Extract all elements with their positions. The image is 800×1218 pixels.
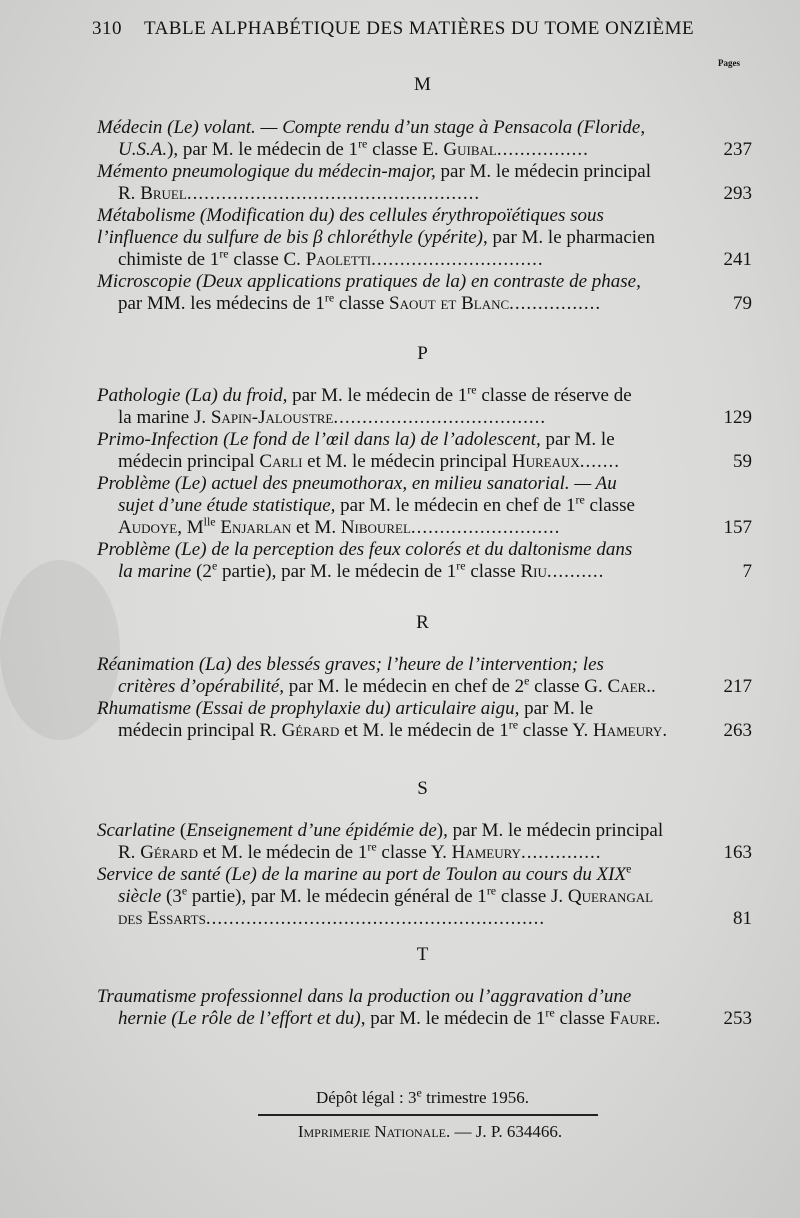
entry-line: [97, 820, 752, 842]
entry-line: [97, 451, 752, 473]
entry-text-fragment: Riu: [520, 561, 547, 582]
entry-line: [97, 271, 752, 293]
entry-text-fragment: Hureaux: [511, 451, 580, 472]
entry-line: [97, 1005, 752, 1030]
entry-text-fragment: Primo-Infection (Le fond de l’œil dans la) de l’adolescent,: [97, 429, 541, 450]
page-ref: 253: [723, 1008, 752, 1029]
index-entry: [97, 117, 752, 161]
entry-text-fragment: classe Y.: [376, 842, 452, 863]
entry-text-fragment: hernie (Le rôle de l’effort et du): [118, 1008, 361, 1029]
entry-text-fragment: classe de réserve de: [476, 385, 632, 406]
entry-text-fragment: et M. le médecin de 1: [197, 842, 368, 863]
entry-text-fragment: Hameury: [592, 720, 663, 741]
entry-text-fragment: par M. le médecin en chef de 2: [284, 676, 525, 697]
footer-rule: [258, 1114, 598, 1116]
entry-text-fragment: .: [655, 1008, 661, 1029]
page-ref: 129: [723, 407, 752, 428]
index-entry: [97, 429, 752, 473]
entry-line: [97, 136, 752, 161]
entry-text-fragment: .......: [579, 451, 621, 472]
page-ref: 217: [723, 676, 752, 697]
entry-text-fragment: classe C.: [228, 249, 306, 270]
section-letter-m: M: [414, 74, 431, 95]
entry-line: [97, 227, 752, 249]
entry-text-fragment: Nibourel: [340, 517, 411, 538]
footer-text-fragment: Dépôt légal : 3: [315, 1088, 417, 1107]
entry-text-fragment: Rhumatisme (Essai de prophylaxie du) articulaire aigu,: [97, 698, 520, 719]
page-ref: 81: [733, 908, 752, 929]
entry-line: [97, 246, 752, 271]
entry-text-fragment: ...........................................................: [205, 908, 546, 929]
entry-text-fragment: Traumatisme professionnel dans la production ou l’aggravation d’une: [97, 986, 632, 1007]
entry-line: [97, 117, 752, 139]
index-entry: [97, 271, 752, 315]
entry-text-fragment: et M. le médecin principal: [302, 451, 512, 472]
page-ref: 293: [723, 183, 752, 204]
page-ref: 59: [733, 451, 752, 472]
entry-text-fragment: classe G.: [529, 676, 608, 697]
entry-text-fragment: classe Y.: [518, 720, 593, 741]
entry-text-fragment: siècle: [118, 886, 162, 907]
entry-text-fragment: Caer: [607, 676, 647, 697]
entry-text-fragment: classe: [334, 293, 390, 314]
printer-imprint: [0, 1122, 800, 1142]
section-letter-p: P: [417, 343, 428, 364]
entry-text-fragment: Enseignement d’une épidémie de: [186, 820, 437, 841]
entry-line: [97, 861, 752, 886]
entry-text-fragment: Problème (Le) de la perception des feux colorés et du daltonisme dans: [97, 539, 633, 560]
entry-line: [97, 473, 752, 495]
index-entry: [97, 820, 752, 864]
entry-text-fragment: re: [575, 492, 585, 507]
entry-text-fragment: (2: [191, 561, 212, 582]
entry-text-fragment: Audoye: [118, 517, 178, 538]
entry-text-fragment: re: [219, 246, 229, 261]
entry-line: [97, 539, 752, 561]
entry-text-fragment: re: [508, 717, 519, 732]
entry-text-fragment: Sapin-Jaloustre: [210, 407, 334, 428]
page-ref: 263: [723, 720, 752, 741]
footer-text-fragment: Imprimerie Nationale: [297, 1122, 446, 1141]
entry-text-fragment: Médecin (Le) volant. — Compte rendu d’un stage à Pensacola (Floride,: [97, 117, 646, 138]
page-ref: 163: [723, 842, 752, 863]
entry-text-fragment: par M. le médecin de 1: [287, 385, 468, 406]
entry-text-fragment: Scarlatine: [97, 820, 176, 841]
entry-line: [97, 183, 752, 205]
entry-text-fragment: par M. le: [519, 698, 594, 719]
entry-text-fragment: ................: [509, 293, 602, 314]
entry-text-fragment: par M. le médecin en chef de 1: [335, 495, 576, 516]
entry-text-fragment: et M. le médecin de 1: [339, 720, 509, 741]
entry-text-fragment: U.S.A.: [118, 139, 168, 160]
entry-text-fragment: Paoletti: [305, 249, 372, 270]
entry-text-fragment: ..........................: [410, 517, 561, 538]
legal-deposit: [0, 1085, 800, 1108]
entry-text-fragment: ..........: [546, 561, 605, 582]
index-entry: [97, 539, 752, 583]
entry-text-fragment: re: [486, 883, 497, 898]
entry-text-fragment: Métabolisme (Modification du) des cellules érythropoïétiques sous: [97, 205, 604, 226]
entry-text-fragment: Gérard: [281, 720, 340, 741]
entry-text-fragment: l’influence du sulfure de bis β chloréthyle (ypérite): [97, 227, 484, 248]
page-ref: 237: [723, 139, 752, 160]
entry-text-fragment: Guibal: [443, 139, 497, 160]
entry-text-fragment: Hameury: [451, 842, 521, 863]
entry-text-fragment: e: [524, 673, 530, 688]
entry-text-fragment: re: [456, 558, 466, 573]
entry-line: [97, 698, 752, 720]
index-entry: [97, 986, 752, 1030]
entry-text-fragment: partie), par M. le médecin de 1: [217, 561, 457, 582]
entry-line: [97, 382, 752, 407]
entry-text-fragment: Carli: [259, 451, 303, 472]
entry-text-fragment: .: [662, 720, 668, 741]
index-entry: [97, 861, 752, 930]
entry-line: [97, 161, 752, 183]
entry-line: [97, 514, 752, 539]
entry-text-fragment: ), par M. le médecin de 1: [167, 139, 359, 160]
entry-line: [97, 717, 752, 742]
entry-text-fragment: , M: [177, 517, 204, 538]
entry-text-fragment: e: [626, 861, 632, 876]
entry-text-fragment: classe: [554, 1008, 610, 1029]
index-entry: [97, 654, 752, 698]
entry-text-fragment: classe J.: [496, 886, 568, 907]
entry-line: [97, 558, 752, 583]
entry-line: [97, 908, 752, 930]
entry-text-fragment: classe: [465, 561, 521, 582]
section-letter-s: S: [417, 778, 428, 799]
entry-text-fragment: Gérard: [140, 842, 198, 863]
entry-text-fragment: Bruel: [140, 183, 187, 204]
entry-text-fragment: Querangal: [567, 886, 654, 907]
entry-text-fragment: Faure: [609, 1008, 656, 1029]
entry-text-fragment: R.: [118, 842, 141, 863]
entry-text-fragment: ..............................: [371, 249, 544, 270]
index-entry: [97, 698, 752, 742]
entry-line: [97, 205, 752, 227]
entry-line: [97, 883, 752, 908]
entry-text-fragment: sujet d’une étude statistique,: [118, 495, 336, 516]
entry-text-fragment: ), par M. le médecin principal: [436, 820, 664, 841]
entry-line: [97, 290, 752, 315]
entry-text-fragment: classe E.: [367, 139, 444, 160]
entry-text-fragment: re: [367, 839, 377, 854]
entry-text-fragment: (3: [161, 886, 182, 907]
entry-text-fragment: ..: [646, 676, 656, 697]
running-header: [92, 18, 712, 40]
entry-text-fragment: critères d’opérabilité,: [118, 676, 285, 697]
entry-text-fragment: ...................................................: [186, 183, 481, 204]
entry-text-fragment: , par M. le pharmacien: [483, 227, 655, 248]
entry-text-fragment: par MM. les médecins de 1: [118, 293, 325, 314]
entry-text-fragment: ..............: [520, 842, 602, 863]
pages-column-label: Pages: [718, 58, 740, 68]
page-ref: 157: [723, 517, 752, 538]
entry-text-fragment: la marine: [118, 561, 192, 582]
entry-text-fragment: médecin principal R.: [118, 720, 282, 741]
entry-text-fragment: et M.: [291, 517, 341, 538]
entry-line: [97, 654, 752, 676]
page-ref: 7: [742, 561, 752, 582]
entry-text-fragment: Pathologie (La) du froid,: [97, 385, 288, 406]
entry-text-fragment: Microscopie (Deux applications pratiques de la) en contraste de phase,: [97, 271, 641, 292]
entry-text-fragment: re: [467, 382, 477, 397]
entry-text-fragment: lle: [203, 514, 216, 529]
entry-text-fragment: Réanimation (La) des blessés graves; l’heure de l’intervention; les: [97, 654, 604, 675]
entry-text-fragment: .....................................: [333, 407, 547, 428]
entry-text-fragment: , par M. le médecin de 1: [360, 1008, 546, 1029]
entry-text-fragment: Saout et Blanc: [389, 293, 510, 314]
page-ref: 79: [733, 293, 752, 314]
entry-text-fragment: Problème (Le) actuel des pneumothorax, en milieu sanatorial. — Au: [97, 473, 617, 494]
entry-line: [97, 429, 752, 451]
entry-text-fragment: ................: [496, 139, 589, 160]
index-entry: [97, 382, 752, 429]
entry-text-fragment: classe: [584, 495, 635, 516]
entry-text-fragment: partie), par M. le médecin général de 1: [187, 886, 487, 907]
entry-line: [97, 492, 752, 517]
index-entry: [97, 205, 752, 271]
footer-text-fragment: trimestre 1956.: [421, 1088, 530, 1107]
entry-line: [97, 839, 752, 864]
entry-text-fragment: (: [175, 820, 187, 841]
entry-text-fragment: par M. le: [540, 429, 615, 450]
section-letter-r: R: [416, 612, 429, 633]
entry-text-fragment: chimiste de 1: [118, 249, 220, 270]
entry-text-fragment: Enjarlan: [220, 517, 292, 538]
section-letter-t: T: [416, 944, 429, 965]
entry-text-fragment: re: [545, 1005, 555, 1020]
entry-text-fragment: des Essarts: [118, 908, 206, 929]
entry-text-fragment: médecin principal: [118, 451, 260, 472]
footer-text-fragment: . — J. P. 634466.: [446, 1122, 563, 1141]
entry-text-fragment: e: [211, 558, 218, 573]
index-entry: [97, 473, 752, 539]
page-number: 310: [92, 18, 122, 39]
entry-text-fragment: re: [358, 136, 368, 151]
entry-text-fragment: par M. le médecin principal: [435, 161, 652, 182]
entry-line: [97, 407, 752, 429]
index-entry: [97, 161, 752, 205]
entry-text-fragment: e: [181, 883, 188, 898]
entry-text-fragment: R.: [118, 183, 141, 204]
entry-text-fragment: la marine J.: [118, 407, 211, 428]
entry-text-fragment: Service de santé (Le) de la marine au port de Toulon au cours du XIX: [97, 864, 627, 885]
entry-line: [97, 986, 752, 1008]
entry-text-fragment: re: [324, 290, 335, 305]
page-header-title: TABLE ALPHABÉTIQUE DES MATIÈRES DU TOME ONZIÈME: [144, 18, 695, 39]
footer-text-fragment: e: [416, 1085, 422, 1100]
page-ref: 241: [723, 249, 752, 270]
entry-text-fragment: Mémento pneumologique du médecin-major,: [97, 161, 436, 182]
entry-line: [97, 673, 752, 698]
